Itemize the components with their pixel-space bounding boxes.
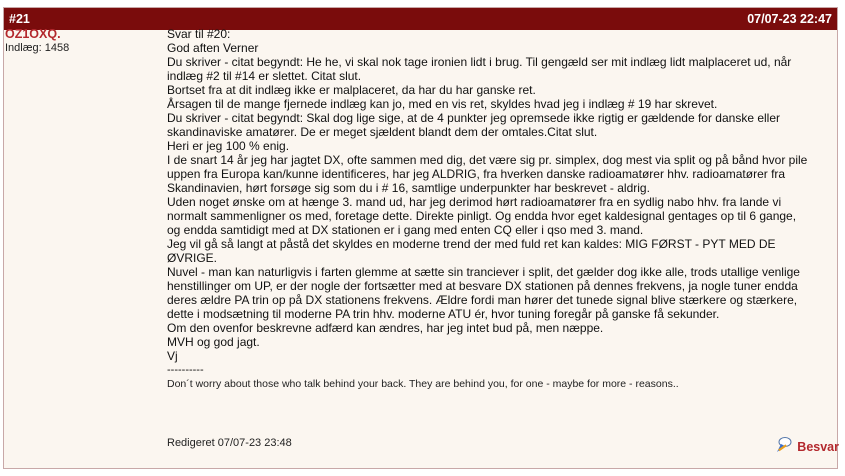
author-name[interactable]: OZ1OXQ. <box>5 27 61 41</box>
post-line: Nuvel - man kan naturligvis i farten glemme at sætte sin tranciever i split, det gælder dog ikke alle, trods utallige venlige <box>167 265 800 279</box>
post-line: Bortset fra at dit indlæg ikke er malplaceret, da har du har ganske ret. <box>167 83 536 97</box>
post-line: Svar til #20: <box>167 27 231 41</box>
author-panel <box>5 27 155 54</box>
signature-divider: ---------- <box>167 364 204 376</box>
post-line: Om den ovenfor beskrevne adfærd kan ændres, har jeg intet bud på, men næppe. <box>167 321 604 335</box>
post-line: Vj <box>167 349 178 363</box>
post-line: I de snart 14 år jeg har jagtet DX, ofte sammen med dig, det være sig pr. simplex, dog mest via split og på bånd hvor pile <box>167 153 808 167</box>
reply-icon <box>775 436 793 457</box>
post-line: Du skriver - citat begyndt: He he, vi skal nok tage ironien lidt i brug. Til gengæld ser mit indlæg lidt malplaceret ud, når <box>167 55 792 69</box>
post-line: ØVRIGE. <box>167 251 218 265</box>
post-line: Heri er jeg 100 % enig. <box>167 139 290 153</box>
post-number[interactable]: #21 <box>9 12 30 26</box>
author-post-count: Indlæg: 1458 <box>5 42 70 54</box>
post-line: Jeg vil gå så langt at påstå det skyldes en moderne trend der med fuld ret kan kaldes: MIG FØRST - PYT MED DE <box>167 237 776 251</box>
signature-text: Don´t worry about those who talk behind your back. They are behind you, for one - maybe for more - reasons.. <box>167 378 679 390</box>
post-line: dette i modsætning til moderne PA trin hhv. moderne ATU ér, hvor tuning foregår på ganske få sekunder. <box>167 307 720 321</box>
post-line: deres ældre PA trin op på DX stationens frekvens. Ældre fordi man hører det tunede signal blive stærkere og stærkere, <box>167 293 798 307</box>
post-line: skandinaviske amatører. De er meget sjældent blandt dem der omtales.Citat slut. <box>167 125 598 139</box>
post-timestamp: 07/07-23 22:47 <box>747 12 832 26</box>
post-line: Uden noget ønske om at hænge 3. mand ud, har jeg derimod hørt radioamatører fra en sydlig nabo hhv. fra lande vi <box>167 195 782 209</box>
post-line: Du skriver - citat begyndt: Skal dog lige sige, at de 4 punkter jeg opremsede ikke rigtig er gældende for danske eller <box>167 111 780 125</box>
post-line: henstillinger om UP, er der nogle der fortsætter med at besvare DX stationen på dennes frekvens, ja nogle tuner endda <box>167 279 798 293</box>
post-line: Skandinavien, hørt forsøge sig som du i # 16, samtlige underpunkter har beskrevet - aldrig. <box>167 181 650 195</box>
post-line: Årsagen til de mange fjernede indlæg kan jo, med en vis ret, skyldes hvad jeg i indlæg # 19 har skrevet. <box>167 97 718 111</box>
post-line: MVH og god jagt. <box>167 335 260 349</box>
post-line: God aften Verner <box>167 41 259 55</box>
post-line: indlæg #2 til #14 er slettet. Citat slut. <box>167 69 362 83</box>
edited-note: Redigeret 07/07-23 23:48 <box>167 437 292 449</box>
post-line: normalt sammenligner os med, foretage dette. Direkte pinligt. Og endda hvor eget kaldesignal gentages op til 6 gange, <box>167 209 797 223</box>
reply-button[interactable] <box>775 436 839 457</box>
post-line: og endda samtidigt med at DX stationen er i gang med enten CQ eller i qso med 3. mand. <box>167 223 644 237</box>
reply-label[interactable]: Besvar <box>797 439 839 454</box>
post-body <box>167 27 827 391</box>
post-line: uppen fra Europa kan/kunne identificeres, har jeg ALDRIG, fra hverken danske radioamatører hhv. radioamatører fra <box>167 167 786 181</box>
